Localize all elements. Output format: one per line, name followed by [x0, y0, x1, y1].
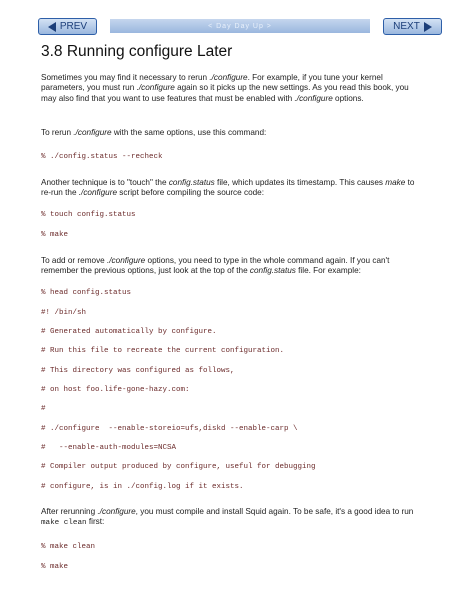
- arrow-left-icon: [48, 22, 56, 32]
- paragraph-rerun: To rerun ./configure with the same options, use this command:: [41, 128, 267, 137]
- paragraph-add-remove: To add or remove ./configure options, you need to type in the whole command again. If you can't remember the previous options, just look at the top of the config.status file. For example:: [41, 256, 390, 276]
- paragraph-after-rerun: After rerunning ./configure, you must compile and install Squid again. To be safe, it's a good idea to run make clean first:: [41, 507, 414, 528]
- code-line: # Generated automatically by configure.: [41, 328, 217, 336]
- command-recheck: % ./config.status --recheck: [41, 153, 163, 161]
- code-line: # Compiler output produced by configure, useful for debugging: [41, 463, 316, 471]
- section-title: 3.8 Running configure Later: [41, 43, 233, 60]
- paragraph-touch: Another technique is to "touch" the config.status file, which updates its timestamp. This causes make to re-run the ./configure script before compiling the source code:: [41, 178, 415, 198]
- code-line: # This directory was configured as follows,: [41, 367, 235, 375]
- next-button[interactable]: [383, 18, 442, 35]
- code-line: # ./configure --enable-storeio=ufs,diskd --enable-carp \: [41, 425, 298, 433]
- code-line: # configure, is in ./config.log if it exists.: [41, 483, 244, 491]
- code-line: #: [41, 405, 46, 413]
- nav-center-link[interactable]: < Day Day Up >: [110, 19, 370, 33]
- code-line: # on host foo.life-gone-hazy.com:: [41, 386, 190, 394]
- code-line: # Run this file to recreate the current configuration.: [41, 347, 285, 355]
- code-line: # --enable-auth-modules=NCSA: [41, 444, 177, 452]
- code-line: #! /bin/sh: [41, 309, 87, 317]
- prev-button[interactable]: [38, 18, 97, 35]
- next-label: NEXT: [393, 21, 420, 32]
- command-make-clean: % make clean: [41, 543, 96, 551]
- prev-label: PREV: [59, 21, 88, 32]
- top-navigation: [38, 18, 442, 38]
- command-touch: % touch config.status: [41, 211, 136, 219]
- arrow-right-icon: [424, 22, 432, 32]
- command-make-final: % make: [41, 563, 69, 571]
- paragraph-intro: Sometimes you may find it necessary to rerun ./configure. For example, if you tune your kernel parameters, you must run ./configure again so it picks up the new settings. As you read this book, you may also find that you want to use features that must be enabled with ./configure options.: [41, 73, 409, 103]
- code-line: % head config.status: [41, 289, 132, 297]
- command-make: % make: [41, 231, 69, 239]
